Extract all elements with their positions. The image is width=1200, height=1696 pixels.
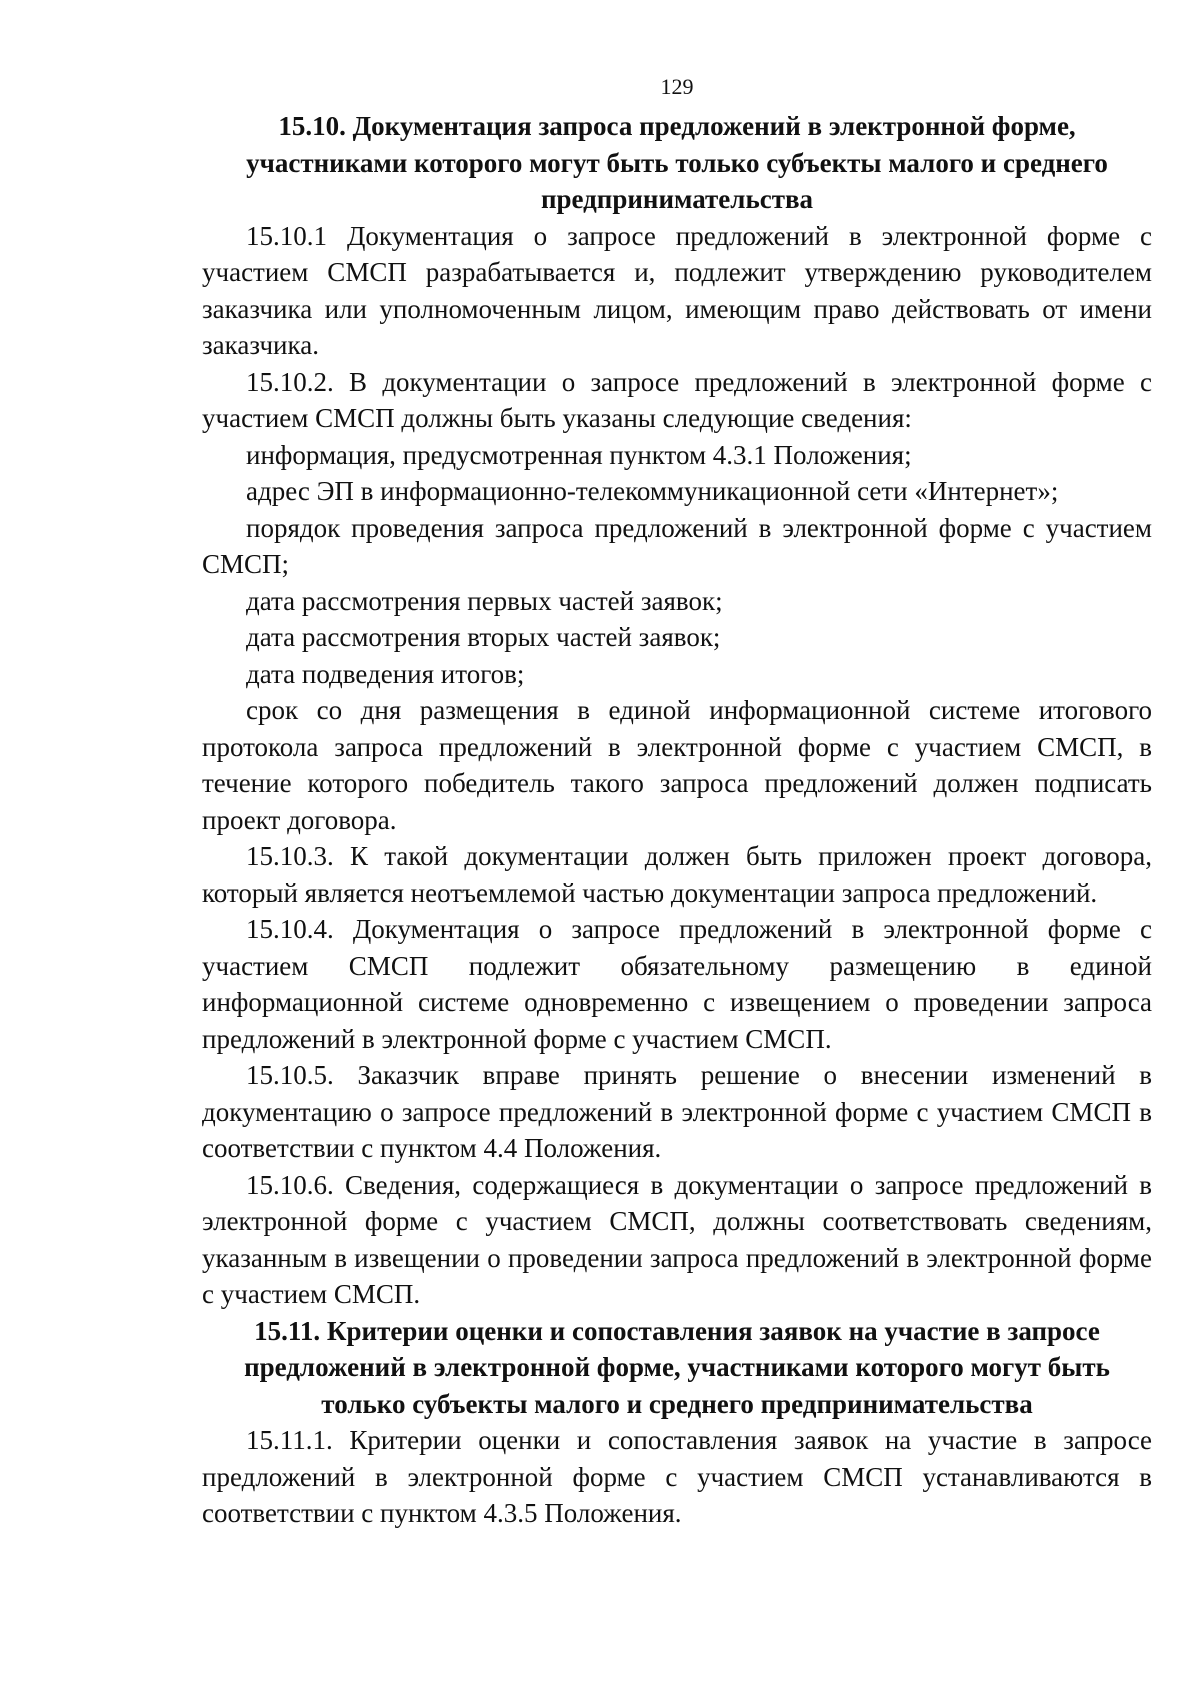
paragraph-15-11-1: 15.11.1. Критерии оценки и сопоставления заявок на участие в запросе предложений в электронной форме с участием СМСП устанавливаются в соответствии с пунктом 4.3.5 Положения. [202, 1425, 1152, 1528]
paragraph-15-10-2: 15.10.2. В документации о запросе предложений в электронной форме с участием СМСП должны быть указаны следующие сведения: [202, 366, 1152, 433]
paragraph-15-10-4: 15.10.4. Документация о запросе предложений в электронной форме с участием СМСП подлежит обязательному размещению в единой информационной системе одновременно с извещением о проведении запроса предложений в электронной форме с участием СМСП. [202, 914, 1152, 1054]
page-number: 129 [660, 74, 694, 99]
list-item-procedure: порядок проведения запроса предложений в электронной форме с участием СМСП; [202, 512, 1152, 579]
list-item-address: адрес ЭП в информационно-телекоммуникационной сети «Интернет»; [246, 476, 1059, 506]
paragraph-15-10-5: 15.10.5. Заказчик вправе принять решение о внесении изменений в документацию о запросе предложений в электронной форме с участием СМСП в соответствии с пунктом 4.4 Положения. [202, 1060, 1152, 1163]
list-item-results-date: дата подведения итогов; [246, 658, 525, 689]
list-item-second-parts-date: дата рассмотрения вторых частей заявок; [246, 622, 721, 652]
paragraph-15-10-1: 15.10.1 Документация о запросе предложений в электронной форме с участием СМСП разрабатывается и, подлежит утверждению руководителем заказчика или уполномоченным лицом, имеющим право действовать от имени заказчика. [202, 220, 1152, 360]
paragraph-15-10-3: 15.10.3. К такой документации должен быть приложен проект договора, который является неотъемлемой частью документации запроса предложений. [202, 841, 1152, 908]
list-item-first-parts-date: дата рассмотрения первых частей заявок; [246, 585, 723, 616]
paragraph-15-10-6: 15.10.6. Сведения, содержащиеся в документации о запросе предложений в электронной форме с участием СМСП, должны соответствовать сведениям, указанным в извещении о проведении запроса предложений в электронной форме с участием СМСП. [202, 1169, 1152, 1309]
list-item-signing-term: срок со дня размещения в единой информационной системе итогового протокола запроса предложений в электронной форме с участием СМСП, в течение которого победитель такого запроса предложений должен подписать проект договора. [202, 695, 1152, 835]
document-page [202, 72, 1152, 1532]
section-heading-15-10: 15.10. Документация запроса предложений в электронной форме, участниками которого могут быть только субъекты малого и среднего предпринимательства [246, 111, 1108, 214]
list-item-info: информация, предусмотренная пунктом 4.3.1 Положения; [246, 439, 912, 470]
section-heading-15-11: 15.11. Критерии оценки и сопоставления заявок на участие в запросе предложений в электронной форме, участниками которого могут быть только субъекты малого и среднего предпринимательства [244, 1315, 1110, 1419]
